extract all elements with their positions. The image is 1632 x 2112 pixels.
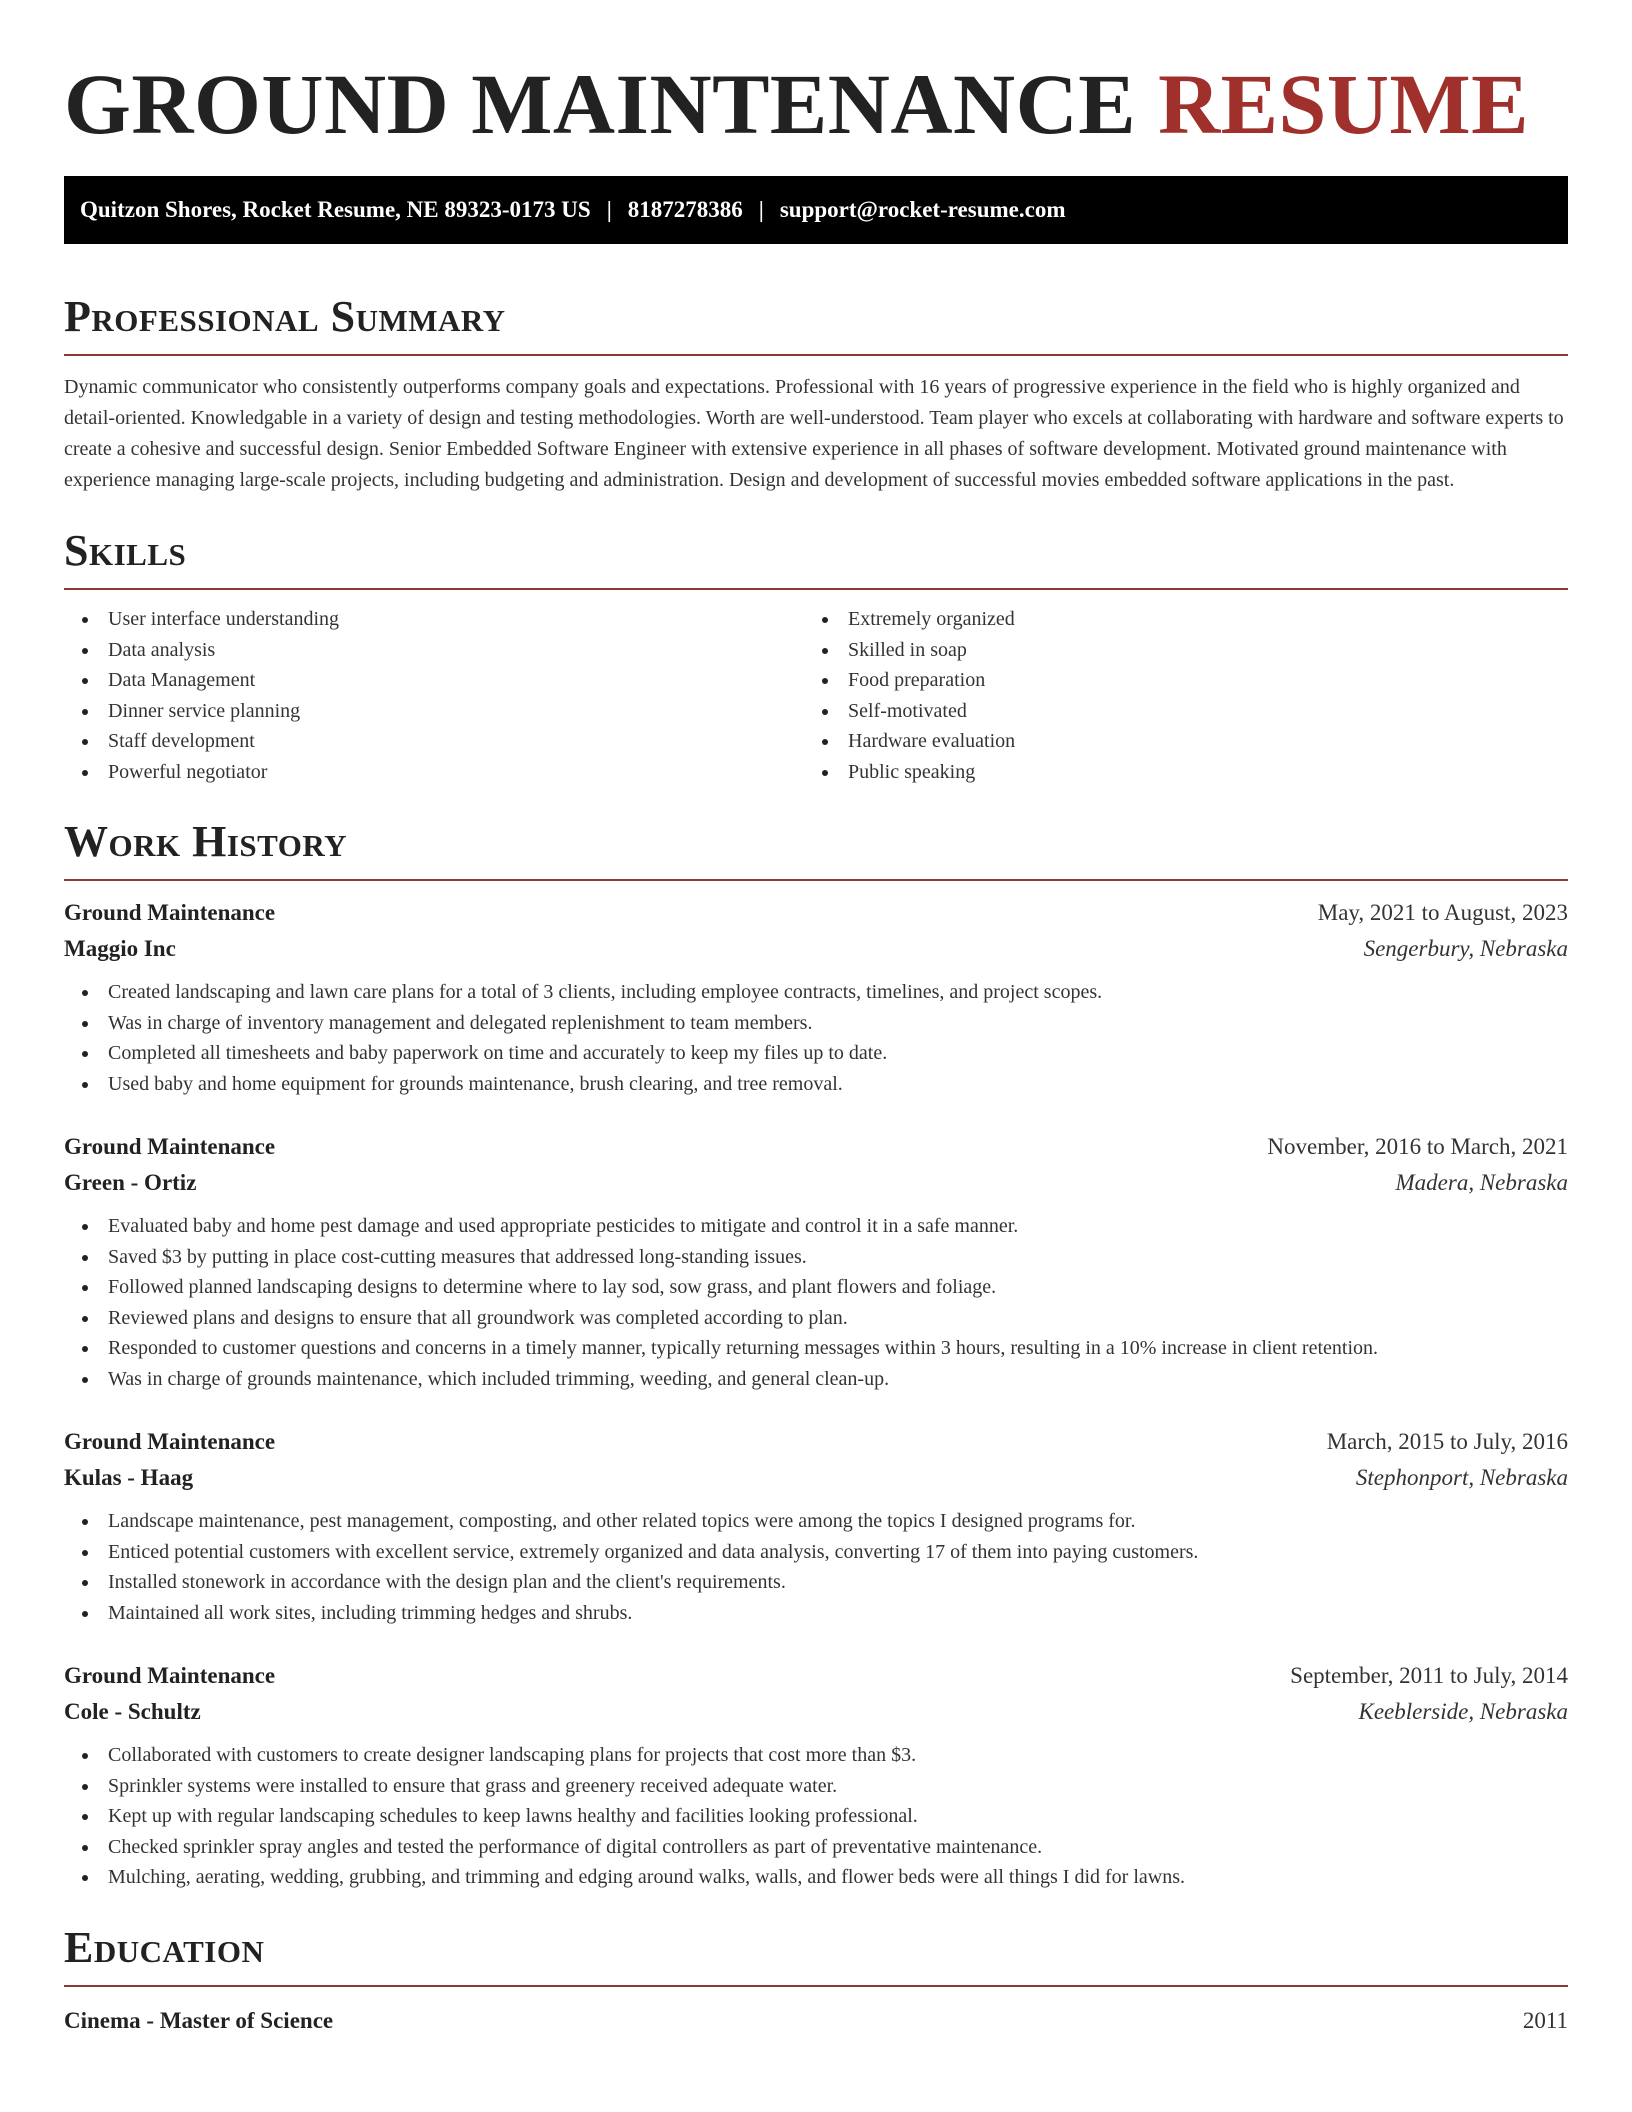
resume-title	[64, 56, 1568, 152]
job-bullet: Was in charge of inventory management and delegated replenishment to team members.	[64, 1008, 1568, 1039]
job-company-row	[64, 1460, 1568, 1496]
job-bullet: Created landscaping and lawn care plans for a total of 3 clients, including employee contracts, timelines, and project scopes.	[64, 977, 1568, 1008]
job-bullet: Was in charge of grounds maintenance, which included trimming, weeding, and general clean-up.	[64, 1364, 1568, 1395]
work-history-section	[64, 817, 1568, 1893]
job-dates: March, 2015 to July, 2016	[1326, 1429, 1568, 1454]
job-entry	[64, 895, 1568, 1099]
skill-item: Data analysis	[64, 635, 804, 666]
job-location: Stephonport, Nebraska	[1355, 1465, 1568, 1490]
job-bullet: Collaborated with customers to create designer landscaping plans for projects that cost more than $3.	[64, 1740, 1568, 1771]
skills-column-right	[804, 604, 1544, 787]
job-company-row	[64, 931, 1568, 967]
section-divider	[64, 354, 1568, 356]
job-header-row	[64, 1658, 1568, 1694]
job-title: Ground Maintenance	[64, 1663, 276, 1688]
job-bullet: Mulching, aerating, wedding, grubbing, and trimming and edging around walks, walls, and flower beds were all things I did for lawns.	[64, 1862, 1568, 1893]
skill-item: Staff development	[64, 726, 804, 757]
education-degree: Cinema - Master of Science	[64, 2007, 334, 2033]
job-bullet: Installed stonework in accordance with the design plan and the client's requirements.	[64, 1567, 1568, 1598]
summary-section	[64, 292, 1568, 496]
job-dates: November, 2016 to March, 2021	[1267, 1134, 1568, 1159]
job-bullets	[64, 1211, 1568, 1394]
contact-bar	[64, 176, 1568, 244]
job-bullet: Saved $3 by putting in place cost-cutting measures that addressed long-standing issues.	[64, 1242, 1568, 1273]
job-bullet: Enticed potential customers with excellent service, extremely organized and data analysis, converting 17 of them into paying customers.	[64, 1537, 1568, 1568]
job-bullet: Sprinkler systems were installed to ensure that grass and greenery received adequate water.	[64, 1771, 1568, 1802]
section-divider	[64, 879, 1568, 881]
job-bullet: Evaluated baby and home pest damage and used appropriate pesticides to mitigate and control it in a safe manner.	[64, 1211, 1568, 1242]
summary-text: Dynamic communicator who consistently outperforms company goals and expectations. Professional with 16 years of progressive experience in the field who is highly organized and detail-oriented. Knowledgable in a variety of design and testing methodologies. Worth are well-understood. Team player who excels at collaborating with hardware and software experts to create a cohesive and successful design. Senior Embedded Software Engineer with extensive experience in all phases of software development. Motivated ground maintenance with experience managing large-scale projects, including budgeting and administration. Design and development of successful movies embedded software applications in the past.	[64, 376, 1564, 491]
job-header-row	[64, 1424, 1568, 1460]
skill-item: Hardware evaluation	[804, 726, 1544, 757]
skill-item: Public speaking	[804, 757, 1544, 788]
skills-heading: Skills	[64, 526, 187, 575]
job-bullet: Landscape maintenance, pest management, composting, and other related topics were among the topics I designed programs for.	[64, 1506, 1568, 1537]
skill-item: Powerful negotiator	[64, 757, 804, 788]
skill-item: Food preparation	[804, 665, 1544, 696]
job-entry	[64, 1658, 1568, 1893]
job-bullet: Followed planned landscaping designs to determine where to lay sod, sow grass, and plant flowers and foliage.	[64, 1272, 1568, 1303]
section-divider	[64, 588, 1568, 590]
contact-email[interactable]: support@rocket-resume.com	[779, 197, 1066, 222]
job-dates: September, 2011 to July, 2014	[1290, 1663, 1568, 1688]
title-main: GROUND MAINTENANCE	[64, 56, 1159, 152]
education-year: 2011	[1522, 2007, 1568, 2033]
job-bullet: Reviewed plans and designs to ensure that all groundwork was completed according to plan.	[64, 1303, 1568, 1334]
job-bullet: Completed all timesheets and baby paperwork on time and accurately to keep my files up to date.	[64, 1038, 1568, 1069]
work-history-heading: Work History	[64, 817, 348, 866]
skills-section	[64, 526, 1568, 787]
job-header-row	[64, 1129, 1568, 1165]
resume-page	[64, 0, 1568, 2039]
job-company: Cole - Schultz	[64, 1699, 201, 1724]
job-company-row	[64, 1165, 1568, 1201]
skill-item: Data Management	[64, 665, 804, 696]
job-title: Ground Maintenance	[64, 900, 276, 925]
job-dates: May, 2021 to August, 2023	[1317, 900, 1568, 925]
education-section	[64, 1923, 1568, 2039]
job-bullet: Maintained all work sites, including trimming hedges and shrubs.	[64, 1598, 1568, 1629]
education-heading: Education	[64, 1922, 265, 1972]
education-entry	[64, 2003, 1568, 2039]
job-bullets	[64, 977, 1568, 1099]
skill-item: Dinner service planning	[64, 696, 804, 727]
skills-list	[64, 604, 1568, 787]
job-bullet: Used baby and home equipment for grounds maintenance, brush clearing, and tree removal.	[64, 1069, 1568, 1100]
job-entry	[64, 1424, 1568, 1628]
skill-item: Self-motivated	[804, 696, 1544, 727]
job-location: Sengerbury, Nebraska	[1363, 936, 1568, 961]
contact-separator: |	[758, 197, 764, 222]
job-location: Madera, Nebraska	[1395, 1170, 1568, 1195]
skills-column-left	[64, 604, 804, 787]
job-bullets	[64, 1506, 1568, 1628]
job-bullets	[64, 1740, 1568, 1893]
job-location: Keeblerside, Nebraska	[1358, 1699, 1568, 1724]
job-bullet: Kept up with regular landscaping schedules to keep lawns healthy and facilities looking professional.	[64, 1801, 1568, 1832]
job-header-row	[64, 895, 1568, 931]
skill-item: Extremely organized	[804, 604, 1544, 635]
job-company: Kulas - Haag	[64, 1465, 194, 1490]
job-bullet: Checked sprinkler spray angles and tested the performance of digital controllers as part of preventative maintenance.	[64, 1832, 1568, 1863]
contact-separator: |	[606, 197, 612, 222]
contact-phone[interactable]: 8187278386	[627, 197, 743, 222]
skill-item: User interface understanding	[64, 604, 804, 635]
title-accent: RESUME	[1158, 56, 1530, 152]
contact-address: Quitzon Shores, Rocket Resume, NE 89323-0173 US	[80, 197, 591, 222]
job-title: Ground Maintenance	[64, 1134, 276, 1159]
job-bullet: Responded to customer questions and concerns in a timely manner, typically returning messages within 3 hours, resulting in a 10% increase in client retention.	[64, 1333, 1568, 1364]
summary-heading: Professional Summary	[64, 292, 506, 341]
job-company: Green - Ortiz	[64, 1170, 197, 1195]
section-divider	[64, 1985, 1568, 1987]
skill-item: Skilled in soap	[804, 635, 1544, 666]
job-entry	[64, 1129, 1568, 1394]
job-company: Maggio Inc	[64, 936, 176, 961]
job-title: Ground Maintenance	[64, 1429, 276, 1454]
job-company-row	[64, 1694, 1568, 1730]
